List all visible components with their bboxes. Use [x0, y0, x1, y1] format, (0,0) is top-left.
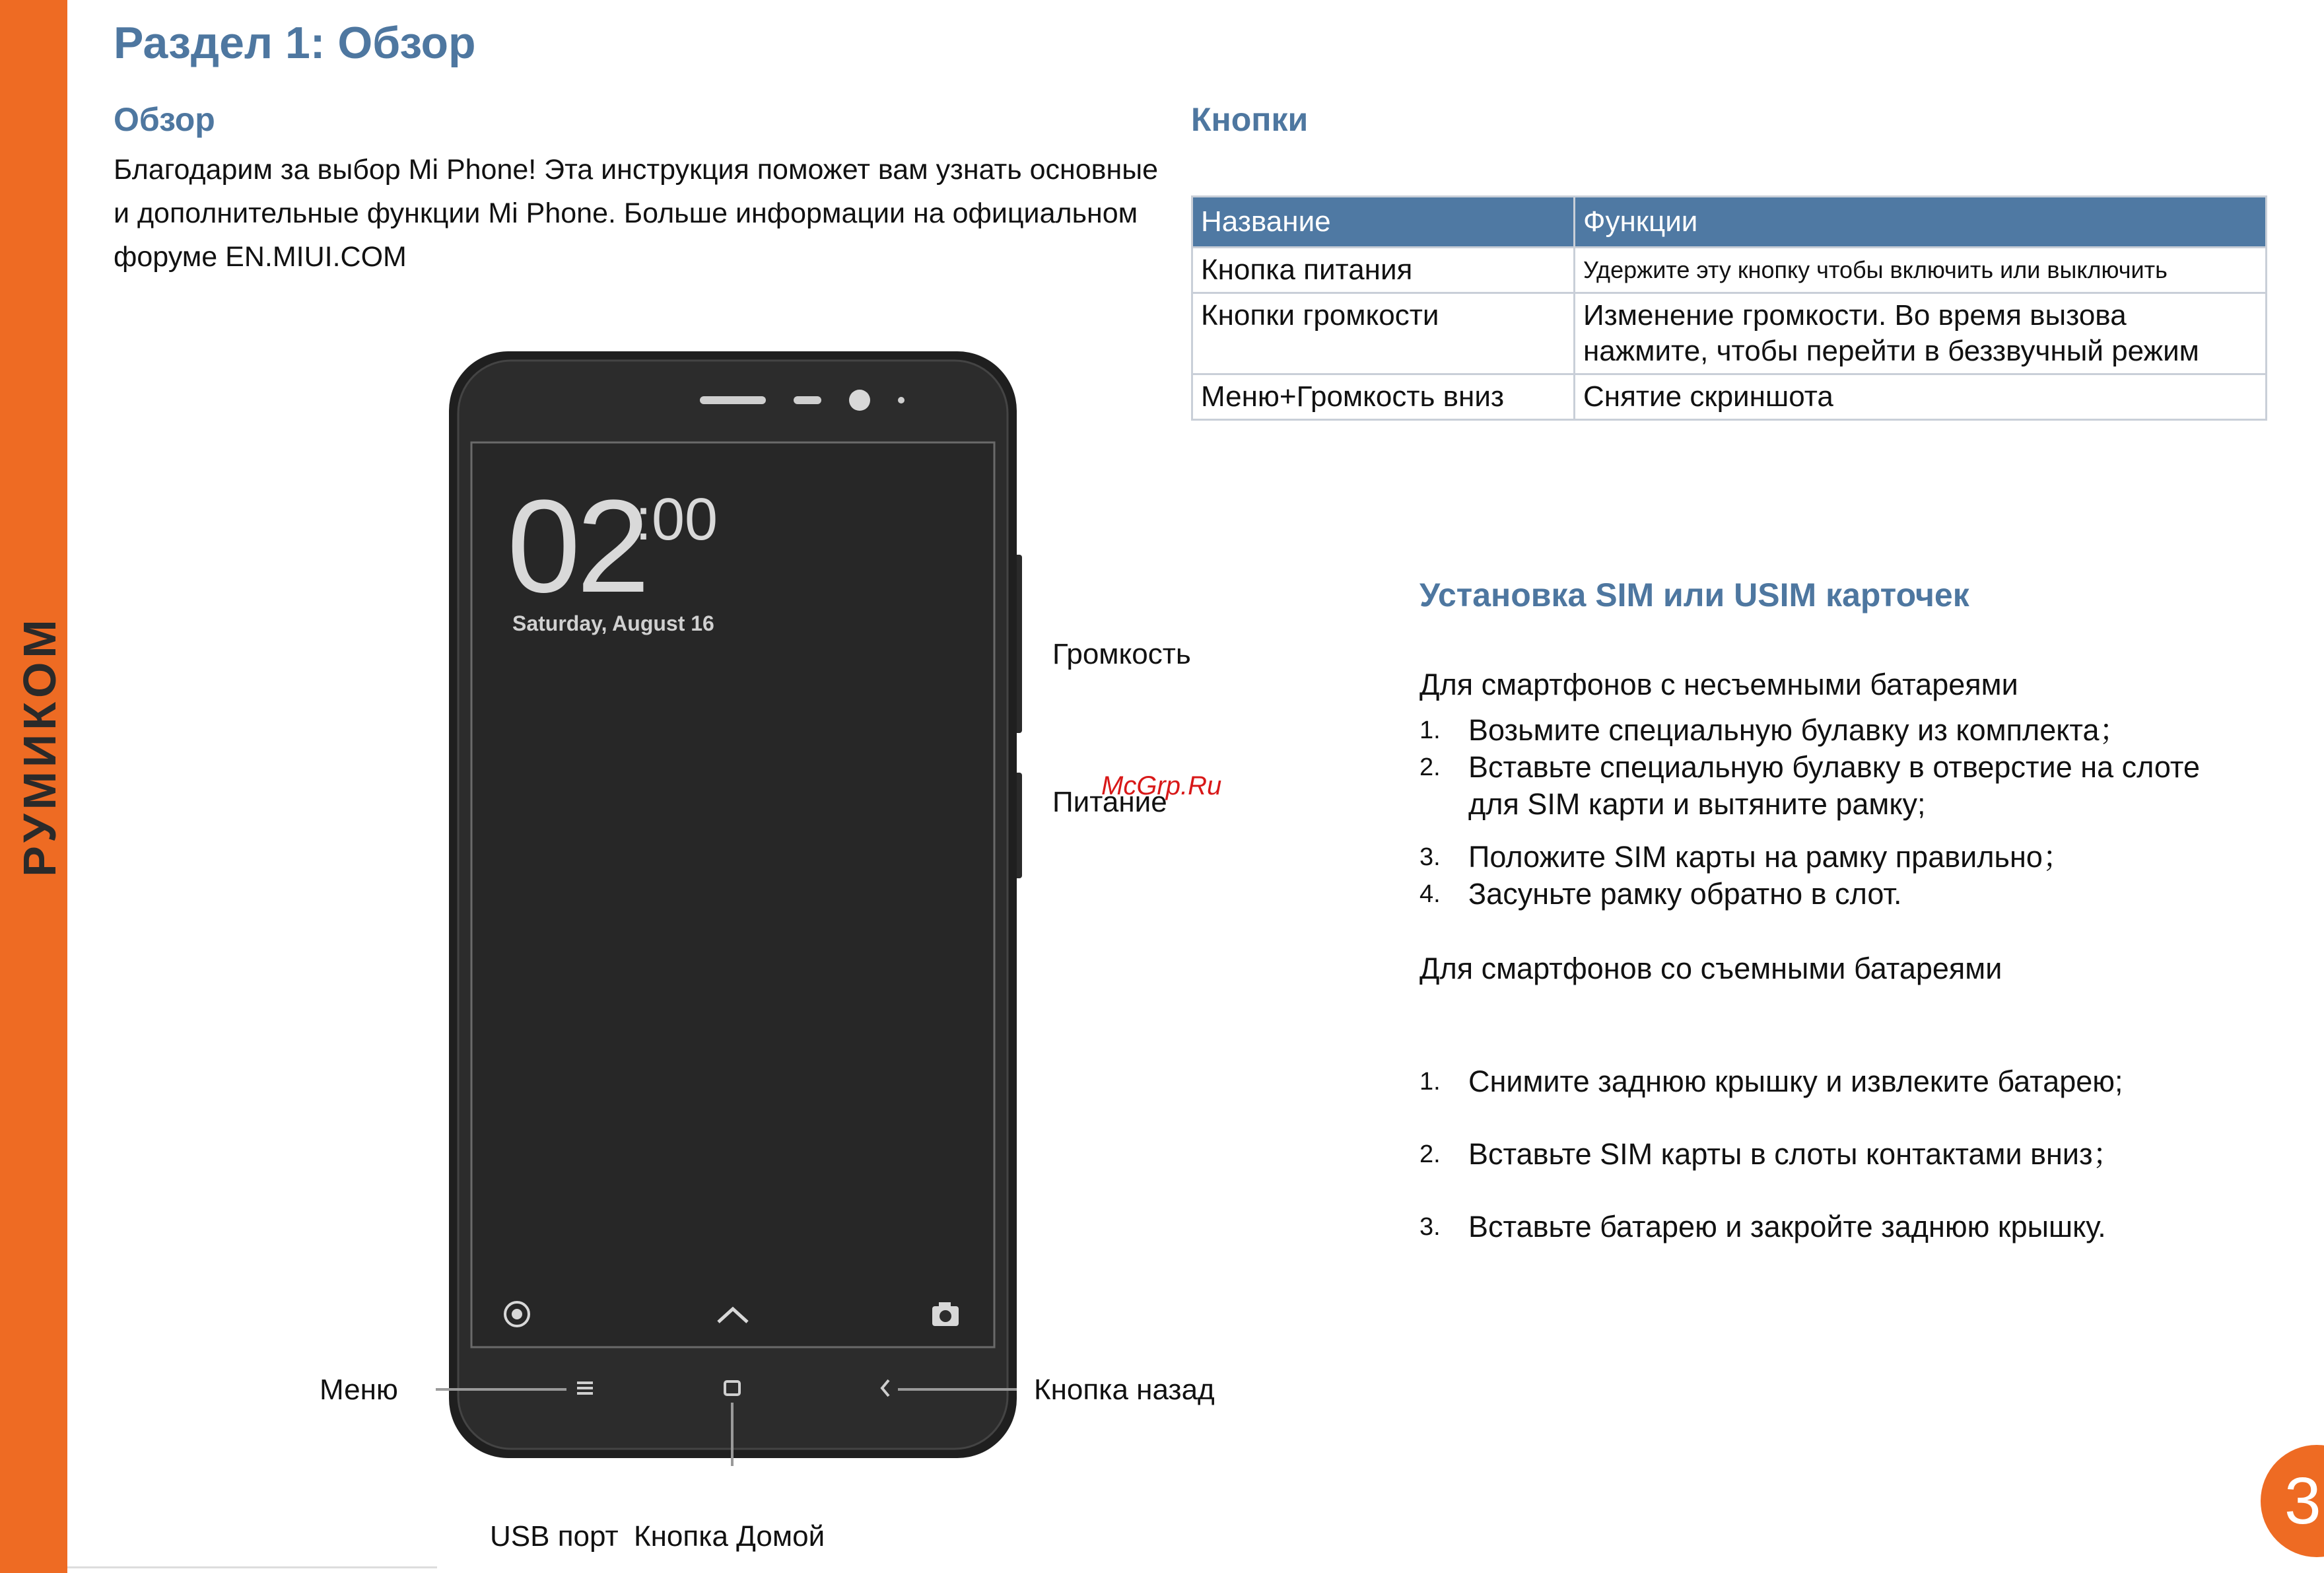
table-cell-function: Снятие скриншота [1575, 374, 2267, 420]
nonremovable-title: Для смартфонов с несъемными батареями [1419, 668, 2018, 701]
watermark: McGrp.Ru [1101, 771, 1222, 800]
table-row [1192, 293, 2267, 374]
footer-divider [67, 1566, 437, 1568]
lock-date: Saturday, August 16 [512, 612, 714, 635]
table-cell-function: Удержите эту кнопку чтобы включить или выключить [1575, 248, 2267, 293]
list-item: 3. Положите SIM карты на рамку правильно； [1419, 840, 2072, 874]
front-camera [849, 390, 870, 411]
menu-label: Меню [320, 1374, 398, 1406]
list-item: 2. Вставьте специальную булавку в отверстие на слоте для SIM карти и вытяните рамку; [1419, 750, 2201, 821]
table-cell-function: Изменение громкости. Во время вызова нажмите, чтобы перейти в беззвучный режим [1575, 293, 2267, 374]
page-number-badge: 3 [2261, 1445, 2324, 1557]
overview-text: Благодарим за выбор Mi Phone! Эта инструкция поможет вам узнать основные и дополнительные функции Mi Phone. Больше информации на официальном форуме EN.MIUI.COM [114, 154, 1159, 273]
sim-heading: Установка SIM или USIM карточек [1419, 577, 1969, 613]
menu-key-icon [577, 1381, 593, 1395]
list-item: 2. Вставьте SIM карты в слоты контактами вниз； [1419, 1137, 2123, 1171]
removable-title: Для смартфонов со съемными батареями [1419, 952, 2002, 985]
home-label: Кнопка Домой [634, 1520, 825, 1553]
table-row [1192, 374, 2267, 420]
back-label: Кнопка назад [1034, 1374, 1215, 1406]
list-item: 4. Засуньте рамку обратно в слот. [1419, 877, 1902, 911]
side-brand-bar [0, 0, 67, 1573]
overview-heading: Обзор [114, 101, 215, 138]
buttons-heading: Кнопки [1191, 101, 1309, 138]
brand-logo-text: РУМИКОМ [14, 615, 65, 877]
lock-clock-hours: 02 [507, 473, 646, 620]
table-header-row [1192, 197, 2267, 248]
usb-label: USB порт [490, 1520, 619, 1553]
table-cell-name: Меню+Громкость вниз [1192, 374, 1575, 420]
lock-clock-minutes: :00 [635, 487, 718, 553]
table-header-function: Функции [1575, 197, 2267, 248]
page-title: Раздел 1: Обзор [114, 18, 476, 68]
list-item: 1. Возьмите специальную булавку из комплекта； [1419, 713, 2129, 747]
table-cell-name: Кнопка питания [1192, 248, 1575, 293]
list-item: 1. Снимите заднюю крышку и извлеките батарею; [1419, 1065, 2123, 1098]
volume-label: Громкость [1052, 638, 1191, 670]
list-item: 3. Вставьте батарею и закройте заднюю крышку. [1419, 1210, 2106, 1243]
table-header-name: Название [1192, 197, 1575, 248]
buttons-table [1191, 195, 2267, 421]
earpiece [700, 396, 766, 404]
power-label: Питание [1052, 786, 1167, 818]
table-cell-name: Кнопки громкости [1192, 293, 1575, 374]
table-row [1192, 248, 2267, 293]
